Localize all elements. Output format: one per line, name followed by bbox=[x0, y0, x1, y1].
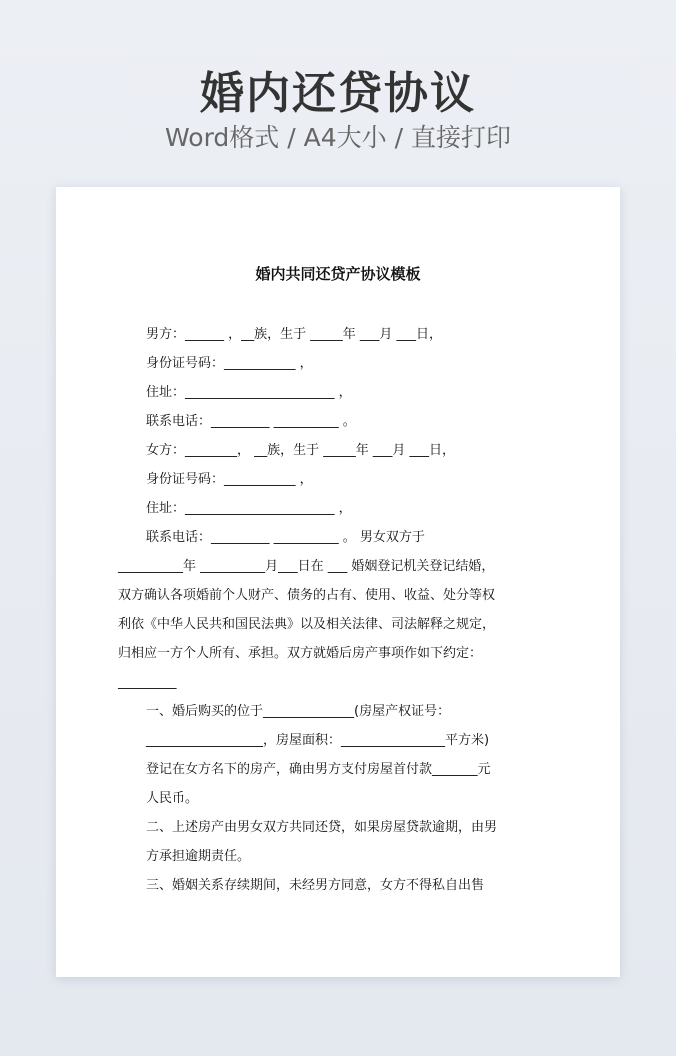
husband-address-line: 住址：_______________________ ， bbox=[146, 385, 352, 400]
clause-three-paragraph: 三、婚姻关系存续期间，未经男方同意，女方不得私自出售 bbox=[146, 878, 485, 893]
clause-one-paragraph: 一、婚后购买的位于______________(房屋产权证号：__________________，房屋面积：________________平方米)登记在女方名下的房产，确由男方支付房屋首付款_______元人民币。 bbox=[146, 704, 491, 806]
husband-id-line: 身份证号码：___________ ， bbox=[146, 356, 313, 371]
document-page bbox=[56, 187, 620, 977]
header-subtitle: Word格式 / A4大小 / 直接打印 bbox=[165, 123, 511, 152]
marriage-registration-paragraph: __________年 __________月___日在 ___ 婚姻登记机关登记结婚，双方确认各项婚前个人财产、债务的占有、使用、收益、处分等权利依《中华人民共和国民法典》以及相关法律、司法解释之规定，归相应一方个人所有、承担。双方就婚后房产事项作如下约定：_________ bbox=[118, 559, 496, 690]
wife-address-line: 住址：_______________________ ， bbox=[146, 501, 352, 516]
wife-phone-line: 联系电话：_________ __________ 。 男女双方于 bbox=[146, 530, 425, 545]
husband-phone-line: 联系电话：_________ __________ 。 bbox=[146, 414, 356, 429]
wife-id-line: 身份证号码：___________ ， bbox=[146, 472, 313, 487]
husband-name-line: 男方：______ ，__族，生于 _____年 ___月 ___日， bbox=[146, 327, 443, 342]
document-body bbox=[118, 320, 530, 900]
header-title: 婚内还贷协议 bbox=[200, 68, 476, 119]
clause-two-paragraph: 二、上述房产由男女双方共同还贷，如果房屋贷款逾期，由男方承担逾期责任。 bbox=[146, 820, 498, 864]
wife-name-line: 女方：________， __族，生于 _____年 ___月 ___日， bbox=[146, 443, 456, 458]
document-title: 婚内共同还贷产协议模板 bbox=[255, 265, 421, 283]
